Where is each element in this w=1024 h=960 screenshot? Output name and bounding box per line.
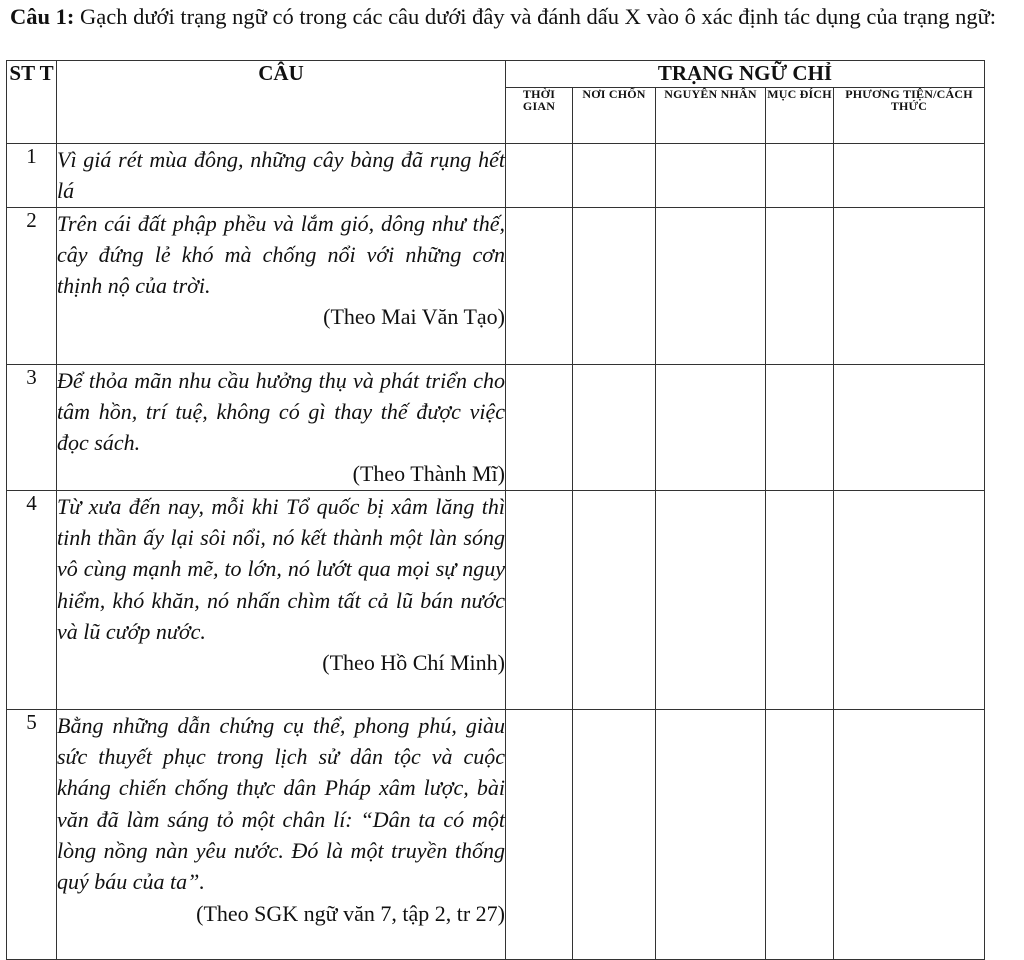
checkbox-cell-purpose[interactable] xyxy=(766,490,834,709)
subheader-place: NƠI CHỐN xyxy=(573,88,656,144)
sentence-cell xyxy=(57,709,506,959)
checkbox-cell-cause[interactable] xyxy=(656,709,766,959)
checkbox-cell-place[interactable] xyxy=(573,490,656,709)
checkbox-cell-purpose[interactable] xyxy=(766,364,834,490)
table-row xyxy=(7,144,985,208)
table-row xyxy=(7,364,985,490)
checkbox-cell-time[interactable] xyxy=(506,709,573,959)
checkbox-cell-place[interactable] xyxy=(573,144,656,208)
subheader-purpose: MỤC ĐÍCH xyxy=(766,88,834,144)
row-number: 2 xyxy=(7,207,57,364)
row-number: 1 xyxy=(7,144,57,208)
sentence-text: Trên cái đất phập phều và lắm gió, dông như thế, cây đứng lẻ khó mà chống nổi với những cơn thịnh nộ của trời. xyxy=(57,210,505,299)
subheader-means: PHƯƠNG TIỆN/CÁCH THỨC xyxy=(834,88,985,144)
checkbox-cell-means[interactable] xyxy=(834,144,985,208)
row-number: 5 xyxy=(7,709,57,959)
checkbox-cell-means[interactable] xyxy=(834,490,985,709)
checkbox-cell-purpose[interactable] xyxy=(766,207,834,364)
adverbial-table xyxy=(6,60,985,960)
sentence-cell xyxy=(57,144,506,208)
table-row xyxy=(7,709,985,959)
sentence-cell xyxy=(57,364,506,490)
sentence-text: Vì giá rét mùa đông, những cây bàng đã rụng hết lá xyxy=(57,147,505,204)
checkbox-cell-means[interactable] xyxy=(834,364,985,490)
subheader-time: THỜI GIAN xyxy=(506,88,573,144)
checkbox-cell-cause[interactable] xyxy=(656,144,766,208)
checkbox-cell-cause[interactable] xyxy=(656,364,766,490)
sentence-source: (Theo Thành Mĩ) xyxy=(352,461,505,487)
sentence-text: Bằng những dẫn chứng cụ thể, phong phú, giàu sức thuyết phục trong lịch sử dân tộc và cuộc kháng chiến chống thực dân Pháp xâm lược, bài văn đã làm sáng tỏ một chân lí: “Dân ta có một lòng nồng nàn yêu nước. Đó là một truyền thống quý báu của ta”. xyxy=(57,712,505,895)
checkbox-cell-cause[interactable] xyxy=(656,207,766,364)
sentence-text: Để thỏa mãn nhu cầu hưởng thụ và phát triển cho tâm hồn, trí tuệ, không có gì thay thế được việc đọc sách. xyxy=(57,367,505,456)
question-label: Câu 1: xyxy=(10,4,75,29)
sentence-header: CÂU xyxy=(57,61,506,144)
checkbox-cell-purpose[interactable] xyxy=(766,144,834,208)
question-heading xyxy=(10,2,1010,31)
checkbox-cell-time[interactable] xyxy=(506,490,573,709)
adverbial-group-header: TRẠNG NGỮ CHỈ xyxy=(506,61,985,88)
subheader-cause: NGUYÊN NHÂN xyxy=(656,88,766,144)
checkbox-cell-place[interactable] xyxy=(573,364,656,490)
checkbox-cell-means[interactable] xyxy=(834,207,985,364)
table-row xyxy=(7,490,985,709)
checkbox-cell-purpose[interactable] xyxy=(766,709,834,959)
sentence-text: Từ xưa đến nay, mỗi khi Tổ quốc bị xâm lăng thì tinh thần ấy lại sôi nổi, nó kết thành một làn sóng vô cùng mạnh mẽ, to lớn, nó lướt qua mọi sự nguy hiểm, khó khăn, nó nhấn chìm tất cả lũ bán nước và lũ cướp nước. xyxy=(57,493,505,644)
checkbox-cell-time[interactable] xyxy=(506,364,573,490)
row-number: 3 xyxy=(7,364,57,490)
sentence-source: (Theo Mai Văn Tạo) xyxy=(323,304,505,330)
sentence-source: (Theo Hồ Chí Minh) xyxy=(322,650,505,676)
checkbox-cell-time[interactable] xyxy=(506,144,573,208)
stt-header: ST T xyxy=(7,61,57,144)
checkbox-cell-place[interactable] xyxy=(573,207,656,364)
question-text: Gạch dưới trạng ngữ có trong các câu dưới đây và đánh dấu X vào ô xác định tác dụng của trạng ngữ: xyxy=(80,4,997,29)
checkbox-cell-place[interactable] xyxy=(573,709,656,959)
sentence-cell xyxy=(57,207,506,364)
sentence-source: (Theo SGK ngữ văn 7, tập 2, tr 27) xyxy=(196,900,505,926)
row-number: 4 xyxy=(7,490,57,709)
table-row xyxy=(7,207,985,364)
checkbox-cell-cause[interactable] xyxy=(656,490,766,709)
checkbox-cell-time[interactable] xyxy=(506,207,573,364)
sentence-cell xyxy=(57,490,506,709)
checkbox-cell-means[interactable] xyxy=(834,709,985,959)
